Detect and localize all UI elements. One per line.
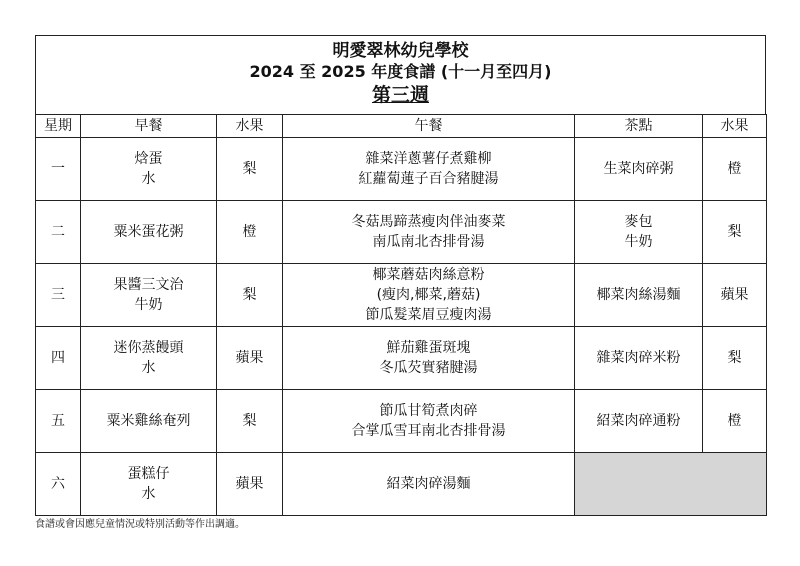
fruit-cell: 橙 — [703, 138, 767, 201]
breakfast-cell — [81, 201, 217, 264]
day-cell: 五 — [36, 390, 81, 453]
breakfast-cell-line: 果醬三文治 — [113, 277, 184, 293]
snack-cell-line: 生菜肉碎粥 — [603, 161, 674, 177]
table-header-row — [36, 115, 767, 138]
snack-cell-line: 紹菜肉碎通粉 — [596, 413, 681, 429]
snack-cell-line: 椰菜肉絲湯麵 — [596, 287, 681, 303]
day-cell: 一 — [36, 138, 81, 201]
lunch-cell-line: 椰菜蘑菇肉絲意粉 — [372, 267, 485, 283]
snack-cell — [575, 327, 703, 390]
snack-cell-line: 麥包 — [624, 214, 653, 230]
breakfast-cell — [81, 264, 217, 327]
snack-cell-line: 牛奶 — [624, 234, 653, 250]
breakfast-cell-line: 牛奶 — [134, 297, 163, 313]
breakfast-cell-line: 水 — [141, 486, 156, 502]
breakfast-cell-line: 焓蛋 — [134, 151, 163, 167]
lunch-cell-line: 雜菜洋蔥薯仔煮雞柳 — [365, 151, 492, 167]
fruit-cell: 蘋果 — [217, 327, 283, 390]
day-cell: 四 — [36, 327, 81, 390]
table-row — [36, 201, 767, 264]
footnote: 食譜或會因應兒童情況或特別活動等作出調適。 — [35, 519, 245, 530]
table-row — [36, 327, 767, 390]
day-cell: 六 — [36, 453, 81, 516]
fruit-cell: 蘋果 — [703, 264, 767, 327]
day-cell: 二 — [36, 201, 81, 264]
column-header-fruit: 水果 — [703, 115, 767, 138]
breakfast-cell — [81, 453, 217, 516]
breakfast-cell-line: 粟米雞絲奄列 — [106, 413, 191, 429]
menu-table-body — [36, 138, 767, 516]
breakfast-cell — [81, 390, 217, 453]
lunch-cell-line: 節瓜甘筍煮肉碎 — [379, 403, 478, 419]
breakfast-cell — [81, 138, 217, 201]
fruit-cell: 梨 — [703, 201, 767, 264]
breakfast-cell-line: 迷你蒸饅頭 — [113, 340, 184, 356]
fruit-cell: 梨 — [217, 390, 283, 453]
table-row — [36, 138, 767, 201]
lunch-cell-line: 冬菇馬蹄蒸瘦肉伴油麥菜 — [351, 214, 506, 230]
breakfast-cell-line: 水 — [141, 360, 156, 376]
lunch-cell — [283, 264, 575, 327]
snack-cell — [575, 453, 767, 516]
table-row — [36, 264, 767, 327]
lunch-cell-line: 紅蘿蔔蓮子百合豬腱湯 — [358, 171, 499, 187]
column-header-fruit: 水果 — [217, 115, 283, 138]
breakfast-cell-line: 粟米蛋花粥 — [113, 224, 184, 240]
lunch-cell-line: 鮮茄雞蛋斑塊 — [386, 340, 471, 356]
column-header-breakfast: 早餐 — [81, 115, 217, 138]
lunch-cell — [283, 327, 575, 390]
fruit-cell: 梨 — [217, 264, 283, 327]
lunch-cell — [283, 201, 575, 264]
lunch-cell-line: 冬瓜芡實豬腱湯 — [379, 360, 478, 376]
snack-cell-line: 雜菜肉碎米粉 — [596, 350, 681, 366]
snack-cell — [575, 138, 703, 201]
breakfast-cell-line: 水 — [141, 171, 156, 187]
menu-table — [35, 114, 767, 516]
menu-period-title: 2024 至 2025 年度食譜 (十一月至四月) — [249, 62, 552, 81]
fruit-cell: 橙 — [703, 390, 767, 453]
breakfast-cell — [81, 327, 217, 390]
fruit-cell: 蘋果 — [217, 453, 283, 516]
lunch-cell-line: 節瓜髮菜眉豆瘦肉湯 — [365, 307, 492, 323]
fruit-cell: 橙 — [217, 201, 283, 264]
week-title: 第三週 — [371, 84, 429, 106]
day-cell: 三 — [36, 264, 81, 327]
lunch-cell — [283, 390, 575, 453]
school-name: 明愛翠林幼兒學校 — [332, 41, 469, 61]
lunch-cell-line: 紹菜肉碎湯麵 — [386, 476, 471, 492]
column-header-day: 星期 — [36, 115, 81, 138]
fruit-cell: 梨 — [703, 327, 767, 390]
lunch-cell-line: 南瓜南北杏排骨湯 — [372, 234, 485, 250]
snack-cell — [575, 201, 703, 264]
lunch-cell-line: (瘦肉,椰菜,蘑菇) — [376, 287, 481, 303]
lunch-cell — [283, 138, 575, 201]
column-header-lunch: 午餐 — [283, 115, 575, 138]
table-row — [36, 390, 767, 453]
snack-cell — [575, 390, 703, 453]
fruit-cell: 梨 — [217, 138, 283, 201]
menu-sheet — [35, 35, 766, 516]
lunch-cell — [283, 453, 575, 516]
snack-cell — [575, 264, 703, 327]
table-row — [36, 453, 767, 516]
lunch-cell-line: 合掌瓜雪耳南北杏排骨湯 — [351, 423, 506, 439]
column-header-snack: 茶點 — [575, 115, 703, 138]
breakfast-cell-line: 蛋糕仔 — [127, 466, 170, 482]
menu-header — [35, 35, 766, 114]
